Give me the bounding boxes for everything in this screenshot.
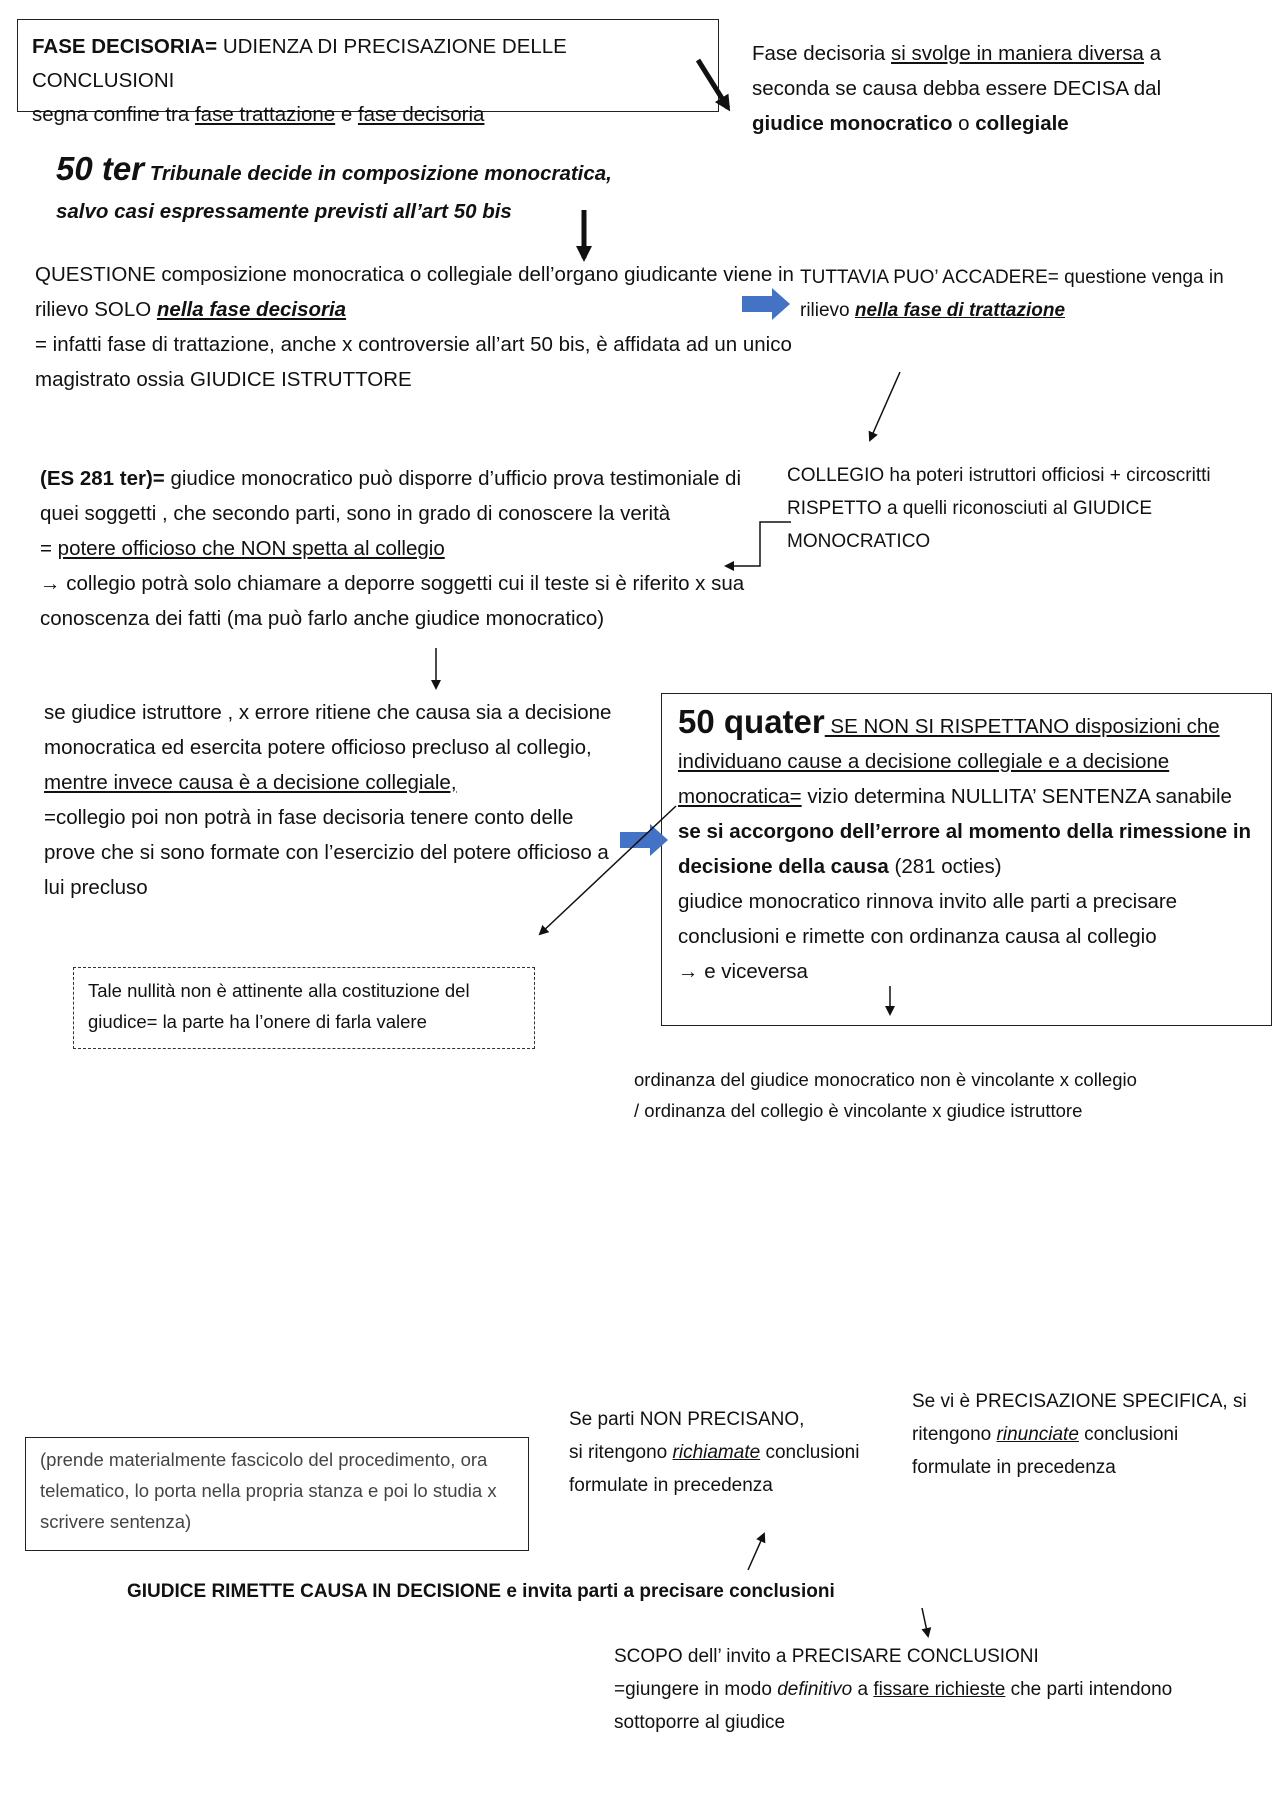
b12-a: (prende materialmente fascicolo del procedimento, ora telematico, lo porta nella propria stanza e poi lo studia x scrivere sentenza) — [40, 1449, 497, 1532]
b13-a: Se parti NON PRECISANO, — [569, 1409, 805, 1430]
b7-u: potere officioso che NON spetta al collegio — [57, 537, 445, 560]
b16-d: che parti intendono sottoporre al giudice — [614, 1679, 1173, 1733]
b8-b: =collegio poi non potrà in fase decisoria tenere conto delle prove che si sono formate con l’esercizio del potere officioso a lui precluso — [44, 806, 609, 899]
b9-b: (281 octies) — [888, 855, 1002, 878]
b3-l2: salvo casi espressamente previsti all’art 50 bis — [56, 200, 512, 223]
b16-u: fissare richieste — [873, 1679, 1006, 1700]
b7-c: = — [40, 537, 58, 560]
b9-d: → e viceversa — [678, 960, 808, 983]
b14-a: Se vi è PRECISAZIONE SPECIFICA, si ritengono — [912, 1391, 1247, 1445]
b8-u: mentre invece causa è a decisione collegiale, — [44, 771, 457, 794]
and-text: e — [335, 103, 358, 126]
b11-l2: / ordinanza del collegio è vincolante x giudice istruttore — [634, 1100, 1083, 1121]
b15-a: GIUDICE RIMETTE CAUSA IN DECISIONE e invita parti a precisare conclusioni — [127, 1581, 835, 1602]
b5-a: TUTTAVIA PUO’ ACCADERE= questione venga in rilievo — [800, 267, 1224, 321]
b4-a: QUESTIONE composizione monocratica o collegiale dell’organo giudicante viene in rilievo SOLO — [35, 263, 794, 321]
b11-l1: ordinanza del giudice monocratico non è vincolante x collegio — [634, 1069, 1137, 1090]
segna-text: segna confine tra — [32, 103, 195, 126]
art-50-quater-number: 50 quater — [678, 703, 825, 740]
b13-c: conclusioni formulate in precedenza — [569, 1442, 860, 1496]
b5-u: nella fase di trattazione — [854, 300, 1066, 321]
fase-trattazione-link: fase trattazione — [194, 103, 336, 126]
udienza-text: UDIENZA DI PRECISAZIONE DELLE CONCLUSIONI — [32, 35, 567, 92]
b4-b: = infatti fase di trattazione, anche x controversie all’art 50 bis, è affidata ad un unico magistrato ossia GIUDICE ISTRUTTORE — [35, 333, 792, 391]
arrow-diagonal-2 — [540, 806, 676, 934]
arrow-elbow — [726, 522, 791, 566]
b2-u: si svolge in maniera diversa — [891, 42, 1144, 65]
b4-u: nella fase decisoria — [156, 298, 347, 321]
b14-i: rinunciate — [996, 1424, 1079, 1445]
b9-bold: se si accorgono dell’errore al momento della rimessione in decisione della causa — [678, 820, 1252, 878]
b9-u1: SE NON SI RISPETTANO disposizioni che individuano cause a decisione collegiale e a decisione monocratica= — [678, 715, 1220, 808]
b16-a: SCOPO dell’ invito a PRECISARE CONCLUSIONI — [614, 1646, 1039, 1667]
b7-d: → collegio potrà solo chiamare a deporre soggetti cui il teste si è riferito x sua conoscenza dei fatti (ma può farlo anche giudice monocratico) — [40, 572, 745, 630]
arrow-up-1 — [748, 1534, 764, 1570]
arrow-diagonal-1 — [870, 372, 900, 440]
b6-a: COLLEGIO ha poteri istruttori officiosi + circoscritti RISPETTO a quelli riconosciuti al GIUDICE MONOCRATICO — [787, 465, 1211, 552]
b16-c: a — [852, 1679, 874, 1700]
b3-l1: Tribunale decide in composizione monocratica, — [144, 162, 612, 185]
blue-arrow-1 — [742, 288, 790, 320]
b13-b: si ritengono — [569, 1442, 673, 1463]
b2-e: collegiale — [975, 112, 1069, 135]
b10-a: Tale nullità non è attinente alla costituzione del giudice= la parte ha l’onere di farla valere — [88, 980, 470, 1032]
b2-a: Fase decisoria — [752, 42, 892, 65]
arrow-down-4 — [922, 1608, 928, 1636]
b2-b: a seconda se causa debba essere DECISA dal — [752, 42, 1162, 100]
b9-a: vizio determina NULLITA’ SENTENZA sanabile — [801, 785, 1232, 808]
b2-d: o — [952, 112, 976, 135]
b13-i: richiamate — [672, 1442, 761, 1463]
b2-c: giudice monocratico — [752, 112, 953, 135]
b16-i: definitivo — [777, 1679, 853, 1700]
arrow-box-to-note — [698, 60, 728, 108]
fase-decisoria-title: FASE DECISORIA= — [32, 35, 218, 58]
fase-decisoria-link: fase decisoria — [357, 103, 485, 126]
b8-a: se giudice istruttore , x errore ritiene che causa sia a decisione monocratica ed esercita potere officioso precluso al collegio, — [44, 701, 612, 759]
b9-c: giudice monocratico rinnova invito alle parti a precisare conclusioni e rimette con ordinanza causa al collegio — [678, 890, 1178, 948]
b16-b: =giungere in modo — [614, 1679, 778, 1700]
b7-b: giudice monocratico può disporre d’ufficio prova testimoniale di quei soggetti , che secondo parti, sono in grado di conoscere la verità — [40, 467, 741, 525]
b7-a: (ES 281 ter)= — [40, 467, 165, 490]
art-50-ter-number: 50 ter — [56, 150, 145, 187]
b14-b: conclusioni formulate in precedenza — [912, 1424, 1179, 1478]
